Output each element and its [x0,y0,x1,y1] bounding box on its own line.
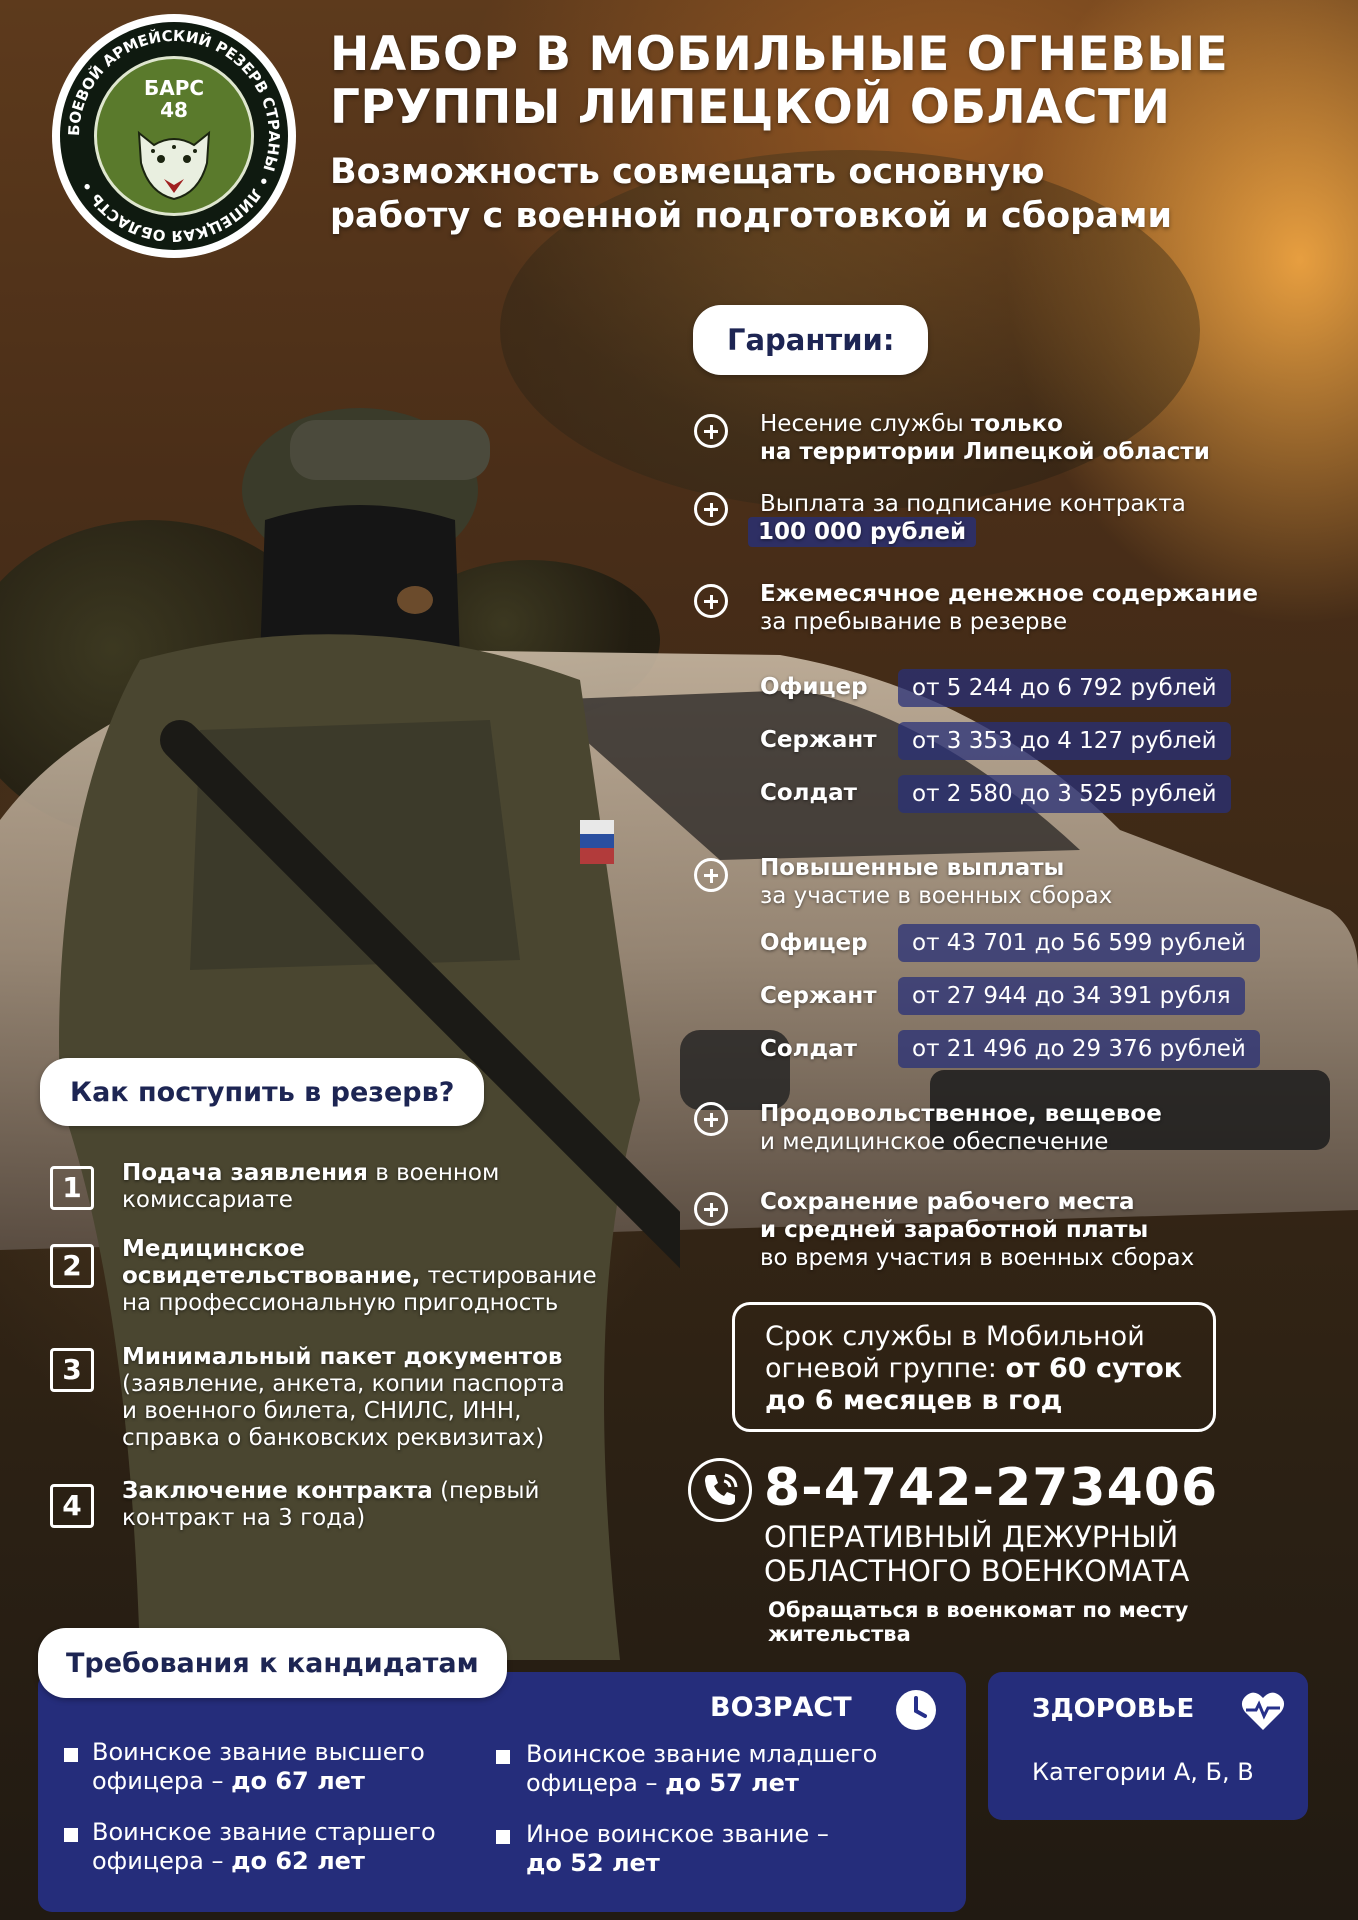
logo-number: 48 [160,98,188,122]
guarantee-5-plain: и медицинское обеспечение [760,1129,1109,1155]
step-3 [122,1344,642,1452]
plus-circle-icon [694,1192,728,1226]
guarantee-item-5 [760,1100,1320,1156]
requirements-heading-label: Требования к кандидатам [66,1647,479,1679]
age-item-2-plain: офицера – [526,1769,666,1797]
training-amount-officer: от 43 701 до 56 599 рублей [898,924,1260,962]
logo-ring-label: БОЕВОЙ АРМЕЙСКИЙ РЕЗЕРВ СТРАНЫ • ЛИПЕЦКАЯ ОБЛАСТЬ • [64,26,284,246]
bullet-icon [496,1830,510,1844]
step-number: 1 [50,1166,94,1210]
plus-circle-icon [694,492,728,526]
age-item-1-plain: офицера – [92,1767,232,1795]
bullet-icon [64,1828,78,1842]
guarantees-heading [693,305,928,375]
guarantee-item-1 [760,410,1320,466]
monthly-rank-soldier: Солдат [760,780,857,806]
step-4-line-2: контракт на 3 года) [122,1505,366,1531]
duty-officer-label [764,1520,1324,1588]
age-item-2-bold: до 57 лет [665,1769,799,1797]
monthly-amount-soldier: от 2 580 до 3 525 рублей [898,775,1231,813]
age-item-1-bold: до 67 лет [231,1767,365,1795]
guarantee-2-plain: Выплата за подписание контракта [760,491,1186,517]
age-item-3-line-1: Воинское звание старшего [92,1818,436,1846]
age-item-1-line-2 [92,1767,425,1796]
age-item-4-line-1: Иное воинское звание – [526,1820,829,1848]
age-item-4-bold: до 52 лет [526,1849,660,1877]
subtitle-line-1: Возможность совмещать основную [330,152,1045,192]
monthly-rank-officer: Офицер [760,674,868,700]
age-item-senior-officer [92,1738,425,1796]
guarantee-6-plain: во время участия в военных сборах [760,1245,1195,1271]
guarantee-item-3 [760,580,1320,636]
guarantee-1-bold1: только [971,411,1063,437]
monthly-rank-sergeant: Сержант [760,727,877,753]
guarantee-1-bold2: на территории Липецкой области [760,439,1210,465]
step-number: 2 [50,1244,94,1288]
logo-name: БАРС [143,76,205,100]
step-2-bold2: освидетельствование, [122,1263,421,1289]
step-1-line-2: комиссариате [122,1187,293,1213]
step-1 [122,1160,642,1214]
contact-note [768,1598,1288,1646]
guarantee-item-2 [760,490,1320,546]
age-item-4-line-2 [526,1849,829,1878]
plus-circle-icon [694,584,728,618]
guarantee-3-plain: за пребывание в резерве [760,609,1068,635]
guarantee-6-bold2: и средней заработной платы [760,1217,1149,1243]
step-2-plain: тестирование [420,1263,597,1289]
step-3-line-3: и военного билета, СНИЛС, ИНН, [122,1398,522,1424]
training-rank-sergeant: Сержант [760,983,877,1009]
guarantee-6-bold1: Сохранение рабочего места [760,1189,1135,1215]
bullet-icon [496,1750,510,1764]
age-item-2-line-2 [526,1769,877,1798]
step-2 [122,1236,642,1317]
training-rank-officer: Офицер [760,930,868,956]
step-number: 4 [50,1484,94,1528]
step-number: 3 [50,1348,94,1392]
training-rank-soldier: Солдат [760,1036,857,1062]
leopard-icon [129,123,219,203]
service-term-box [732,1302,1216,1432]
duty-line-1: ОПЕРАТИВНЫЙ ДЕЖУРНЫЙ [764,1520,1179,1554]
health-heading: ЗДОРОВЬЕ [1032,1694,1195,1724]
requirements-heading [38,1628,507,1698]
term-line-3-bold: до 6 месяцев в год [765,1385,1063,1416]
age-item-1-line-1: Воинское звание высшего [92,1738,425,1766]
title-line-1: НАБОР В МОБИЛЬНЫЕ ОГНЕВЫЕ [330,27,1229,82]
soldier-illustration [20,400,680,1660]
training-amount-soldier: от 21 496 до 29 376 рублей [898,1030,1260,1068]
term-line-3 [765,1385,1183,1417]
page-title [330,28,1340,134]
guarantee-item-4 [760,854,1320,910]
guarantee-5-bold: Продовольственное, вещевое [760,1101,1162,1127]
title-line-2: ГРУППЫ ЛИПЕЦКОЙ ОБЛАСТИ [330,80,1171,135]
logo-emblem [94,56,254,216]
how-to-heading [40,1058,484,1126]
guarantee-4-bold: Повышенные выплаты [760,855,1065,881]
step-2-line-3: на профессиональную пригодность [122,1290,559,1316]
plus-circle-icon [694,858,728,892]
page-subtitle [330,150,1340,238]
guarantee-1-plain: Несение службы [760,411,972,437]
age-item-3-bold: до 62 лет [231,1847,365,1875]
age-heading: ВОЗРАСТ [710,1692,852,1723]
step-3-line-4: справка о банковских реквизитах) [122,1425,545,1451]
training-amount-sergeant: от 27 944 до 34 391 рубля [898,977,1245,1015]
clock-icon [894,1688,938,1732]
age-item-3-line-2 [92,1847,436,1876]
term-line-1: Срок службы в Мобильной [765,1321,1145,1352]
how-to-heading-label: Как поступить в резерв? [70,1076,455,1108]
health-categories: Категории А, Б, В [1032,1758,1254,1786]
plus-circle-icon [694,1102,728,1136]
guarantees-heading-label: Гарантии: [727,323,895,357]
step-1-plain: в военном [367,1160,500,1186]
guarantee-3-bold: Ежемесячное денежное содержание [760,581,1259,607]
age-item-3-plain: офицера – [92,1847,232,1875]
bullet-icon [64,1748,78,1762]
heart-pulse-icon [1240,1690,1286,1732]
age-item-junior-officer [526,1740,877,1798]
step-1-bold: Подача заявления [122,1160,368,1186]
guarantee-4-plain: за участие в военных сборах [760,883,1113,909]
plus-circle-icon [694,414,728,448]
step-2-bold: Медицинское [122,1236,305,1262]
age-item-other-rank [526,1820,829,1878]
age-item-2-line-1: Воинское звание младшего [526,1740,878,1768]
signing-bonus-highlight: 100 000 рублей [748,517,976,547]
duty-line-2: ОБЛАСТНОГО ВОЕНКОМАТА [764,1554,1190,1588]
phone-icon [688,1458,752,1522]
step-3-bold: Минимальный пакет документов [122,1344,563,1370]
step-4-plain: (первый [432,1478,540,1504]
guarantee-item-6 [760,1188,1320,1272]
term-line-2-bold: от 60 суток [1005,1353,1183,1384]
subtitle-line-2: работу с военной подготовкой и сборами [330,196,1172,236]
step-4-bold: Заключение контракта [122,1478,433,1504]
age-item-senior-rank-officer [92,1818,436,1876]
monthly-amount-officer: от 5 244 до 6 792 рублей [898,669,1231,707]
step-4 [122,1478,642,1532]
term-line-2-plain: огневой группе: [765,1353,1006,1384]
monthly-amount-sergeant: от 3 353 до 4 127 рублей [898,722,1231,760]
term-line-2 [765,1353,1183,1385]
phone-number[interactable]: 8-4742-273406 [764,1458,1219,1518]
step-3-line-2: (заявление, анкета, копии паспорта [122,1371,565,1397]
contact-note-line-1: Обращаться в военкомат по месту [768,1598,1189,1622]
contact-note-line-2: жительства [768,1622,911,1646]
barsa-48-logo [52,14,296,258]
